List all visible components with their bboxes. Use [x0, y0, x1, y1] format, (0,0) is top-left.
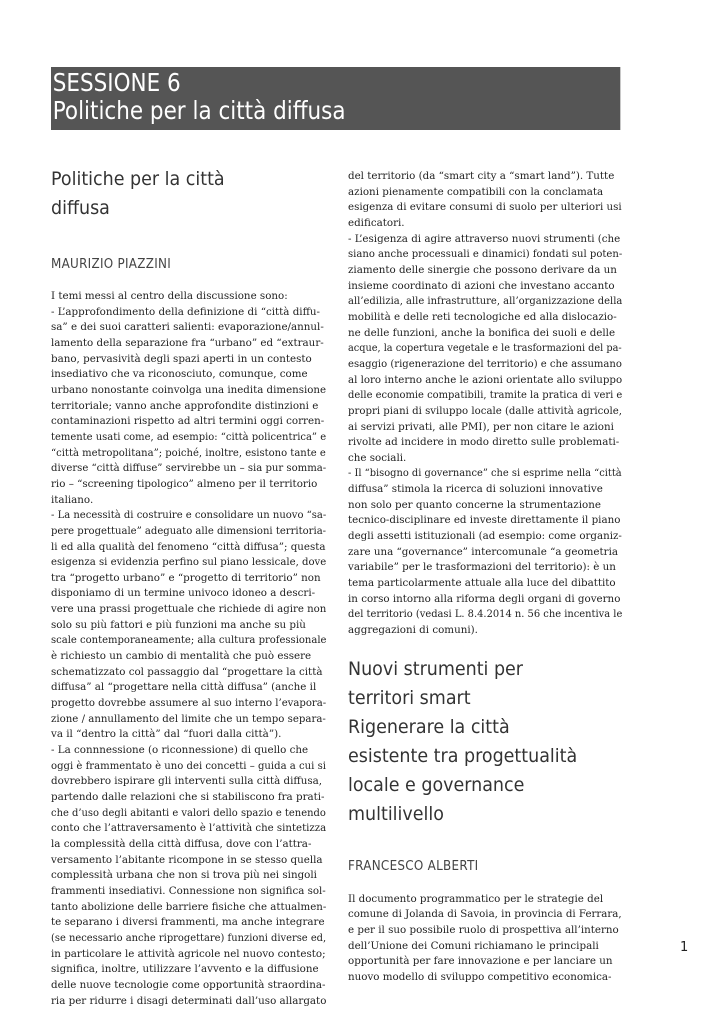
text-line: nuovo modello di sviluppo competitivo economica- — [348, 970, 612, 983]
text-line: edificatori. — [348, 216, 405, 229]
text-line: dell’Unione dei Comuni richiamano le principali — [348, 939, 599, 952]
text-line: è richiesto un cambio di mentalità che può essere — [51, 650, 312, 663]
article2-body — [348, 892, 622, 986]
text-line: tema particolarmente attuale alla luce del dibattito — [348, 577, 616, 590]
text-line: mobilità e delle reti tecnologiche ed alla dislocazio- — [348, 310, 617, 323]
article-title: Politiche per la città diffusa — [51, 168, 225, 219]
title-line: locale e governance — [348, 773, 525, 796]
session-header — [51, 67, 620, 130]
title-line: esistente tra progettualità — [348, 744, 578, 767]
text-line: scale contemporaneamente; alla cultura professionale — [51, 634, 327, 647]
text-line: ria per ridurre i disagi determinati dall’uso allargato — [51, 994, 327, 1007]
title-line: territori smart — [348, 686, 471, 709]
text-line: (se necessario anche riprogettare) funzioni diverse ed, — [51, 931, 327, 944]
text-line: pere progettuale” adeguato alle dimensioni territoria- — [51, 524, 327, 537]
text-line: solo su più fattori e più funzioni ma anche su più — [51, 618, 306, 631]
text-line: azioni pienamente compatibili con la conclamata — [348, 185, 604, 198]
page-number: 1 — [680, 940, 689, 955]
text-line: esigenza si evidenzia perfino sul piano lessicale, dove — [51, 556, 327, 569]
text-line: conto che l’attraversamento è l’attività che sintetizza — [51, 822, 327, 835]
text-line: complessità urbana che non si trova più nei singoli — [51, 869, 317, 882]
text-line: lamento della separazione fra “urbano” ed “extraur- — [51, 336, 324, 349]
text-line: acque, la copertura vegetale e le trasformazioni del pa- — [348, 342, 622, 355]
text-line: delle nuove tecnologie come opportunità straordina- — [51, 978, 326, 991]
text-line: bano, pervasività degli spazi aperti in un contesto — [51, 352, 312, 365]
text-line: diverse “città diffuse” servirebbe un – sia pur somma- — [51, 462, 327, 475]
text-line: tecnico-disciplinare ed investe direttamente il piano — [348, 514, 621, 527]
text-line: ne delle funzioni, anche la bonifica dei suoli e delle — [348, 326, 616, 339]
text-line: “città metropolitana”; poiché, inoltre, esistono tante e — [51, 446, 326, 459]
text-line: la complessità della città diffusa, dove con l’attra- — [51, 837, 312, 850]
session-number: SESSIONE 6 — [52, 68, 181, 97]
session-title: Politiche per la città diffusa — [52, 96, 346, 125]
text-line: aggregazioni di comuni). — [348, 624, 478, 637]
article-body-continued — [348, 169, 622, 639]
text-line: opportunità per fare innovazione e per lanciare un — [348, 955, 613, 968]
text-line: insieme coordinato di azioni che investano accanto — [348, 279, 615, 292]
article-body — [51, 289, 326, 1009]
text-line: diffusa” stimola la ricerca di soluzioni innovative — [348, 483, 603, 496]
text-line: non solo per quanto concerne la strumentazione — [348, 498, 601, 511]
text-line: li ed alla qualità del fenomeno “città diffusa”; questa — [51, 540, 326, 553]
text-line: variabile” per le trasformazioni del territorio): è un — [348, 561, 616, 574]
text-line: significa, inoltre, utilizzare l’avvento e la diffusione — [51, 963, 319, 976]
text-line: - Il “bisogno di governance” che si esprime nella “città — [348, 467, 622, 480]
text-line: contaminazioni rispetto ad altri termini oggi corren- — [51, 415, 325, 428]
text-line: temente usati come, ad esempio: “città policentrica” e — [51, 430, 327, 443]
title-line: Rigenerare la città — [348, 715, 510, 738]
text-line: zione / annullamento del limite che un tempo separa- — [51, 712, 326, 725]
text-line: zare una “governance” intercomunale “a geometria — [348, 545, 618, 558]
text-line: ai servizi privati, alle PMI), per non citare le azioni — [348, 420, 614, 433]
text-line: rivolte ad incidere in modo diretto sulle problemati- — [348, 436, 620, 449]
text-line: propri piani di sviluppo locale (dalle attività agricole, — [348, 404, 622, 417]
text-line: progetto dovrebbe assumere al suo interno l’evapora- — [51, 697, 327, 710]
text-line: sa” e dei suoi caratteri salienti: evaporazione/annul- — [51, 321, 324, 334]
text-line: delle economie compatibili, tramite la pratica di veri e — [348, 389, 623, 402]
article2-author: FRANCESCO ALBERTI — [348, 858, 479, 874]
text-line: ziamento delle sinergie che possono derivare da un — [348, 263, 617, 276]
article-author: MAURIZIO PIAZZINI — [51, 257, 172, 272]
text-line: versamento l’abitante ricompone in se stesso quella — [51, 853, 323, 866]
text-line: del territorio (vedasi L. 8.4.2014 n. 56 che incentiva le — [348, 608, 623, 621]
text-line: - La necessità di costruire e consolidare un nuovo “sa- — [51, 509, 327, 522]
text-line: schematizzato col passaggio dal “progettare la città — [51, 665, 323, 678]
text-line: siano anche processuali e dinamici) fondati sul poten- — [348, 248, 623, 261]
text-line: all’edilizia, alle infrastrutture, all’organizzazione della — [348, 295, 623, 308]
text-line: Il documento programmatico per le strategie del — [348, 892, 604, 905]
text-line: degli assetti istituzionali (ad esempio: come organiz- — [348, 530, 622, 543]
text-line: disponiamo di un termine univoco idoneo a descri- — [51, 587, 316, 600]
text-line: insediativo che va riconosciuto, comunque, come — [51, 368, 308, 381]
text-line: che sociali. — [348, 451, 407, 464]
text-line: - La connnessione (o riconnessione) di quello che — [51, 744, 309, 757]
text-line: territoriale; vanno anche approfondite distinzioni e — [51, 399, 319, 412]
text-line: - L’esigenza di agire attraverso nuovi strumenti (che — [348, 232, 621, 245]
text-line: partendo dalle relazioni che si stabiliscono fra prati- — [51, 791, 325, 803]
title-line: multilivello — [348, 802, 444, 825]
text-line: comune di Jolanda di Savoia, in provincia di Ferrara, — [348, 908, 622, 921]
text-line: tra “progetto urbano” e “progetto di territorio” non — [51, 571, 321, 584]
text-line: diffusa” al “progettare nella città diffusa” (anche il — [51, 681, 317, 694]
text-line: esigenza di evitare consumi di suolo per ulteriori usi — [348, 201, 622, 214]
text-line: - L’approfondimento della definizione di “città diffu- — [51, 305, 321, 318]
text-line: va il “dentro la città” dal “fuori dalla città”). — [51, 728, 282, 741]
text-line: italiano. — [51, 493, 94, 506]
article2-title — [348, 655, 624, 829]
text-line: in corso intorno alla riforma degli organi di governo — [348, 592, 621, 605]
text-line: rio – “screening tipologico” almeno per il territorio — [51, 477, 318, 490]
text-line: I temi messi al centro della discussione sono: — [51, 290, 288, 302]
text-line: che d’uso degli abitanti e valori dello spazio e tenendo — [51, 806, 326, 819]
left-column — [51, 165, 326, 1009]
text-line: frammenti insediativi. Connessione non significa sol- — [51, 884, 326, 897]
text-line: in particolare le attività agricole nel nuovo contesto; — [51, 947, 326, 960]
text-line: oggi è frammentato è uno dei concetti – guida a cui si — [51, 759, 326, 772]
text-line: urbano nonostante coinvolga una inedita dimensione — [51, 383, 327, 396]
text-line: tanto abolizione delle barriere fisiche che attualmen- — [51, 900, 327, 913]
text-line: dovrebbero ispirare gli interventi sulla città diffusa, — [51, 775, 323, 788]
text-line: esaggio (rigenerazione del territorio) e che assumano — [348, 357, 622, 370]
text-line: del territorio (da “smart city a “smart land”). Tutte — [348, 170, 615, 182]
title-line: Nuovi strumenti per — [348, 657, 524, 680]
text-line: e per il suo possibile ruolo di prospettiva all’interno — [348, 924, 619, 936]
text-line: vere una prassi progettuale che richiede di agire non — [51, 603, 327, 616]
text-line: al loro interno anche le azioni orientate allo sviluppo — [348, 373, 623, 386]
right-column — [348, 169, 622, 986]
text-line: te separano i diversi frammenti, ma anche integrare — [51, 916, 325, 929]
